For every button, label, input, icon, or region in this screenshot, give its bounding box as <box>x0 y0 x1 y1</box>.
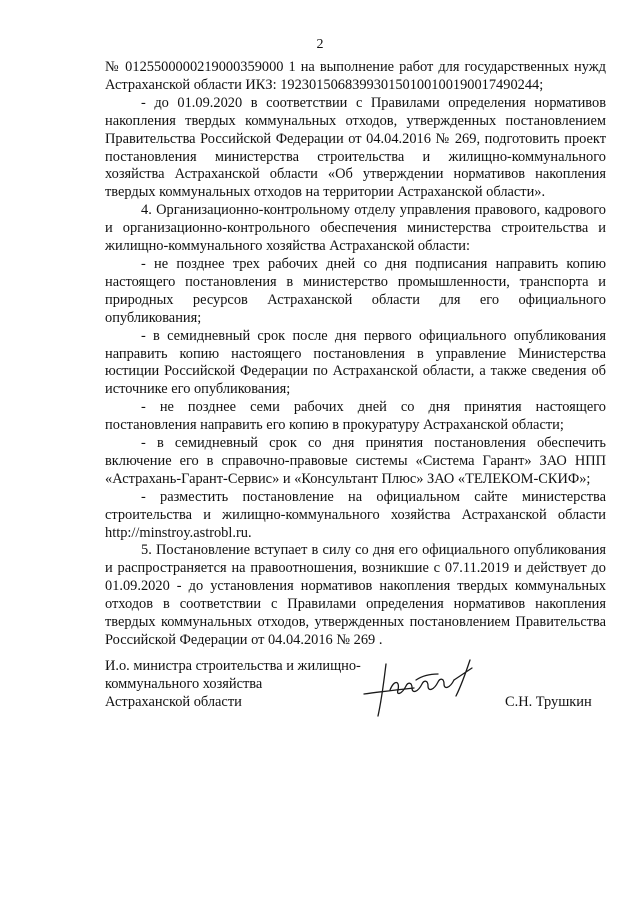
signatory-position-line: Астраханской области <box>105 694 242 710</box>
signatory-position <box>105 657 361 711</box>
signatory-name: С.Н. Трушкин <box>505 694 592 710</box>
paragraph-send-copy-ministry: - не позднее трех рабочих дней со дня подписания направить копию настоящего постановления в министерство промышленности, транспорта и природных ресурсов Астраханской области для его официального опубликования; <box>105 255 606 326</box>
signatory-position-line: коммунального хозяйства <box>105 676 263 692</box>
paragraph-send-copy-prosecutor: - не позднее семи рабочих дней со дня принятия настоящего постановления направить его копию в прокуратуру Астраханской области; <box>105 399 606 434</box>
paragraph-contract-number: № 0125500000219000359000 1 на выполнение работ для государственных нужд Астраханской области ИКЗ: 192301506839930150100100190017490244; <box>105 59 606 93</box>
paragraph-legal-systems: - в семидневный срок со дня принятия постановления обеспечить включение его в справочно-правовые системы «Система Гарант» ЗАО НПП «Астрахань-Гарант-Сервис» и «Консультант Плюс» ЗАО «ТЕЛЕКОМ-СКИФ»; <box>105 435 606 487</box>
paragraph-publish-website: - разместить постановление на официальном сайте министерства строительства и жилищно-коммунального хозяйства Астраханской области http://minstroy.astrobl.ru. <box>105 488 606 541</box>
handwritten-signature <box>356 650 496 720</box>
page-number: 2 <box>316 37 324 52</box>
paragraph-item-5: 5. Постановление вступает в силу со дня его официального опубликования и распространяется на правоотношения, возникшие с 07.11.2019 и действует до 01.09.2020 - до установления нормативов накопления твердых коммунальных отходов в соответствии с Правилами определения нормативов накопления твердых коммунальных отходов, утвержденных постановлением Правительства Российской Федерации от 04.04.2016 № 269 . <box>105 542 606 648</box>
paragraph-item-4: 4. Организационно-контрольному отделу управления правового, кадрового и организационно-контрольного обеспечения министерства строительства и жилищно-коммунального хозяйства Астраханской области: <box>105 202 606 255</box>
paragraph-prepare-draft: - до 01.09.2020 в соответствии с Правилами определения нормативов накопления твердых коммунальных отходов, утвержденных постановлением Правительства Российской Федерации от 04.04.2016 № 269, подготовить проект постановления министерства строительства и жилищно-коммунального хозяйства Астраханской области «Об утверждении нормативов накопления твердых коммунальных отходов на территории Астраханской области». <box>105 94 606 201</box>
signatory-position-line: И.о. министра строительства и жилищно- <box>105 658 361 674</box>
document-body <box>105 59 606 650</box>
paragraph-send-copy-justice: - в семидневный срок после дня первого официального опубликования направить копию настоящего постановления в управление Министерства юстиции Российской Федерации по Астраханской области, а также сведения об источнике его опубликования; <box>105 327 606 398</box>
